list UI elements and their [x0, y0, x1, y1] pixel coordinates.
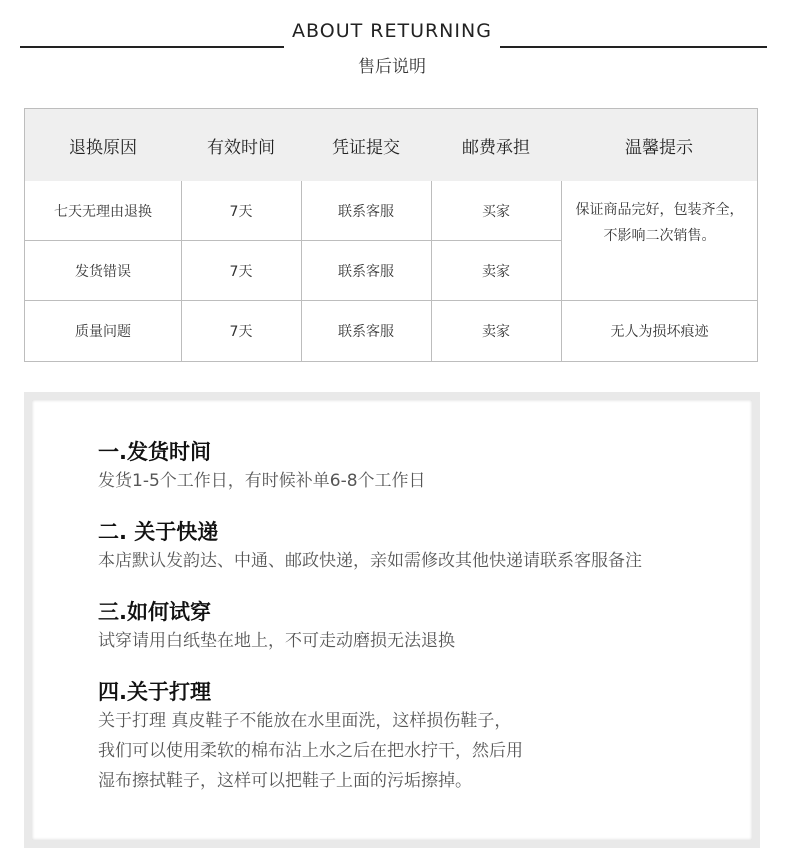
table-cell: 7天	[229, 263, 253, 280]
table-cell: 无人为损坏痕迹	[610, 324, 709, 340]
note-care	[98, 678, 523, 796]
header-cell-shipping-fee: 邮费承担	[462, 137, 530, 158]
return-policy-table	[24, 108, 758, 362]
notes-panel	[24, 392, 760, 848]
table-cell: 联系客服	[338, 203, 394, 220]
note-shipping-time	[98, 438, 426, 496]
header-cell-valid-time: 有效时间	[207, 137, 275, 158]
table-cell: 卖家	[482, 263, 510, 280]
table-cell: 7天	[229, 324, 253, 340]
header-cell-reason: 退换原因	[69, 137, 137, 158]
table-cell: 买家	[482, 203, 510, 220]
note-express	[98, 518, 642, 576]
table-cell: 联系客服	[338, 324, 394, 340]
table-cell: 质量问题	[75, 324, 131, 340]
page-header	[0, 0, 790, 90]
tip-line: 保证商品完好，包装齐全，	[575, 202, 744, 218]
note-title: 二. 关于快递	[98, 520, 219, 544]
note-text: 试穿请用白纸垫在地上，不可走动磨损无法退换	[98, 631, 455, 651]
table-cell: 七天无理由退换	[54, 203, 152, 220]
note-text: 关于打理 真皮鞋子不能放在水里面洗，这样损伤鞋子，	[98, 711, 512, 731]
table-cell: 7天	[229, 203, 253, 220]
tip-line: 不影响二次销售。	[603, 228, 716, 244]
note-title: 一.发货时间	[98, 440, 211, 464]
header-cell-proof: 凭证提交	[332, 137, 400, 158]
note-text: 我们可以使用柔软的棉布沾上水之后在把水拧干，然后用	[98, 741, 523, 761]
header-title-en: ABOUT RETURNING	[292, 20, 492, 42]
note-text: 发货1-5个工作日，有时候补单6-8个工作日	[98, 471, 426, 491]
table-header-row	[25, 109, 757, 181]
header-title-zh: 售后说明	[358, 57, 426, 77]
note-try-on	[98, 598, 455, 656]
header-cell-tips: 温馨提示	[625, 137, 693, 158]
table-cell: 联系客服	[338, 263, 394, 280]
table-cell: 发货错误	[75, 263, 131, 280]
note-title: 四.关于打理	[98, 680, 211, 704]
tip-cell-merged	[562, 195, 757, 251]
header-divider-left	[20, 46, 284, 48]
note-text: 湿布擦拭鞋子，这样可以把鞋子上面的污垢擦掉。	[98, 771, 472, 791]
table-cell: 卖家	[482, 324, 510, 340]
header-divider-right	[500, 46, 767, 48]
note-text: 本店默认发韵达、中通、邮政快递，亲如需修改其他快递请联系客服备注	[98, 551, 642, 571]
note-title: 三.如何试穿	[98, 600, 211, 624]
